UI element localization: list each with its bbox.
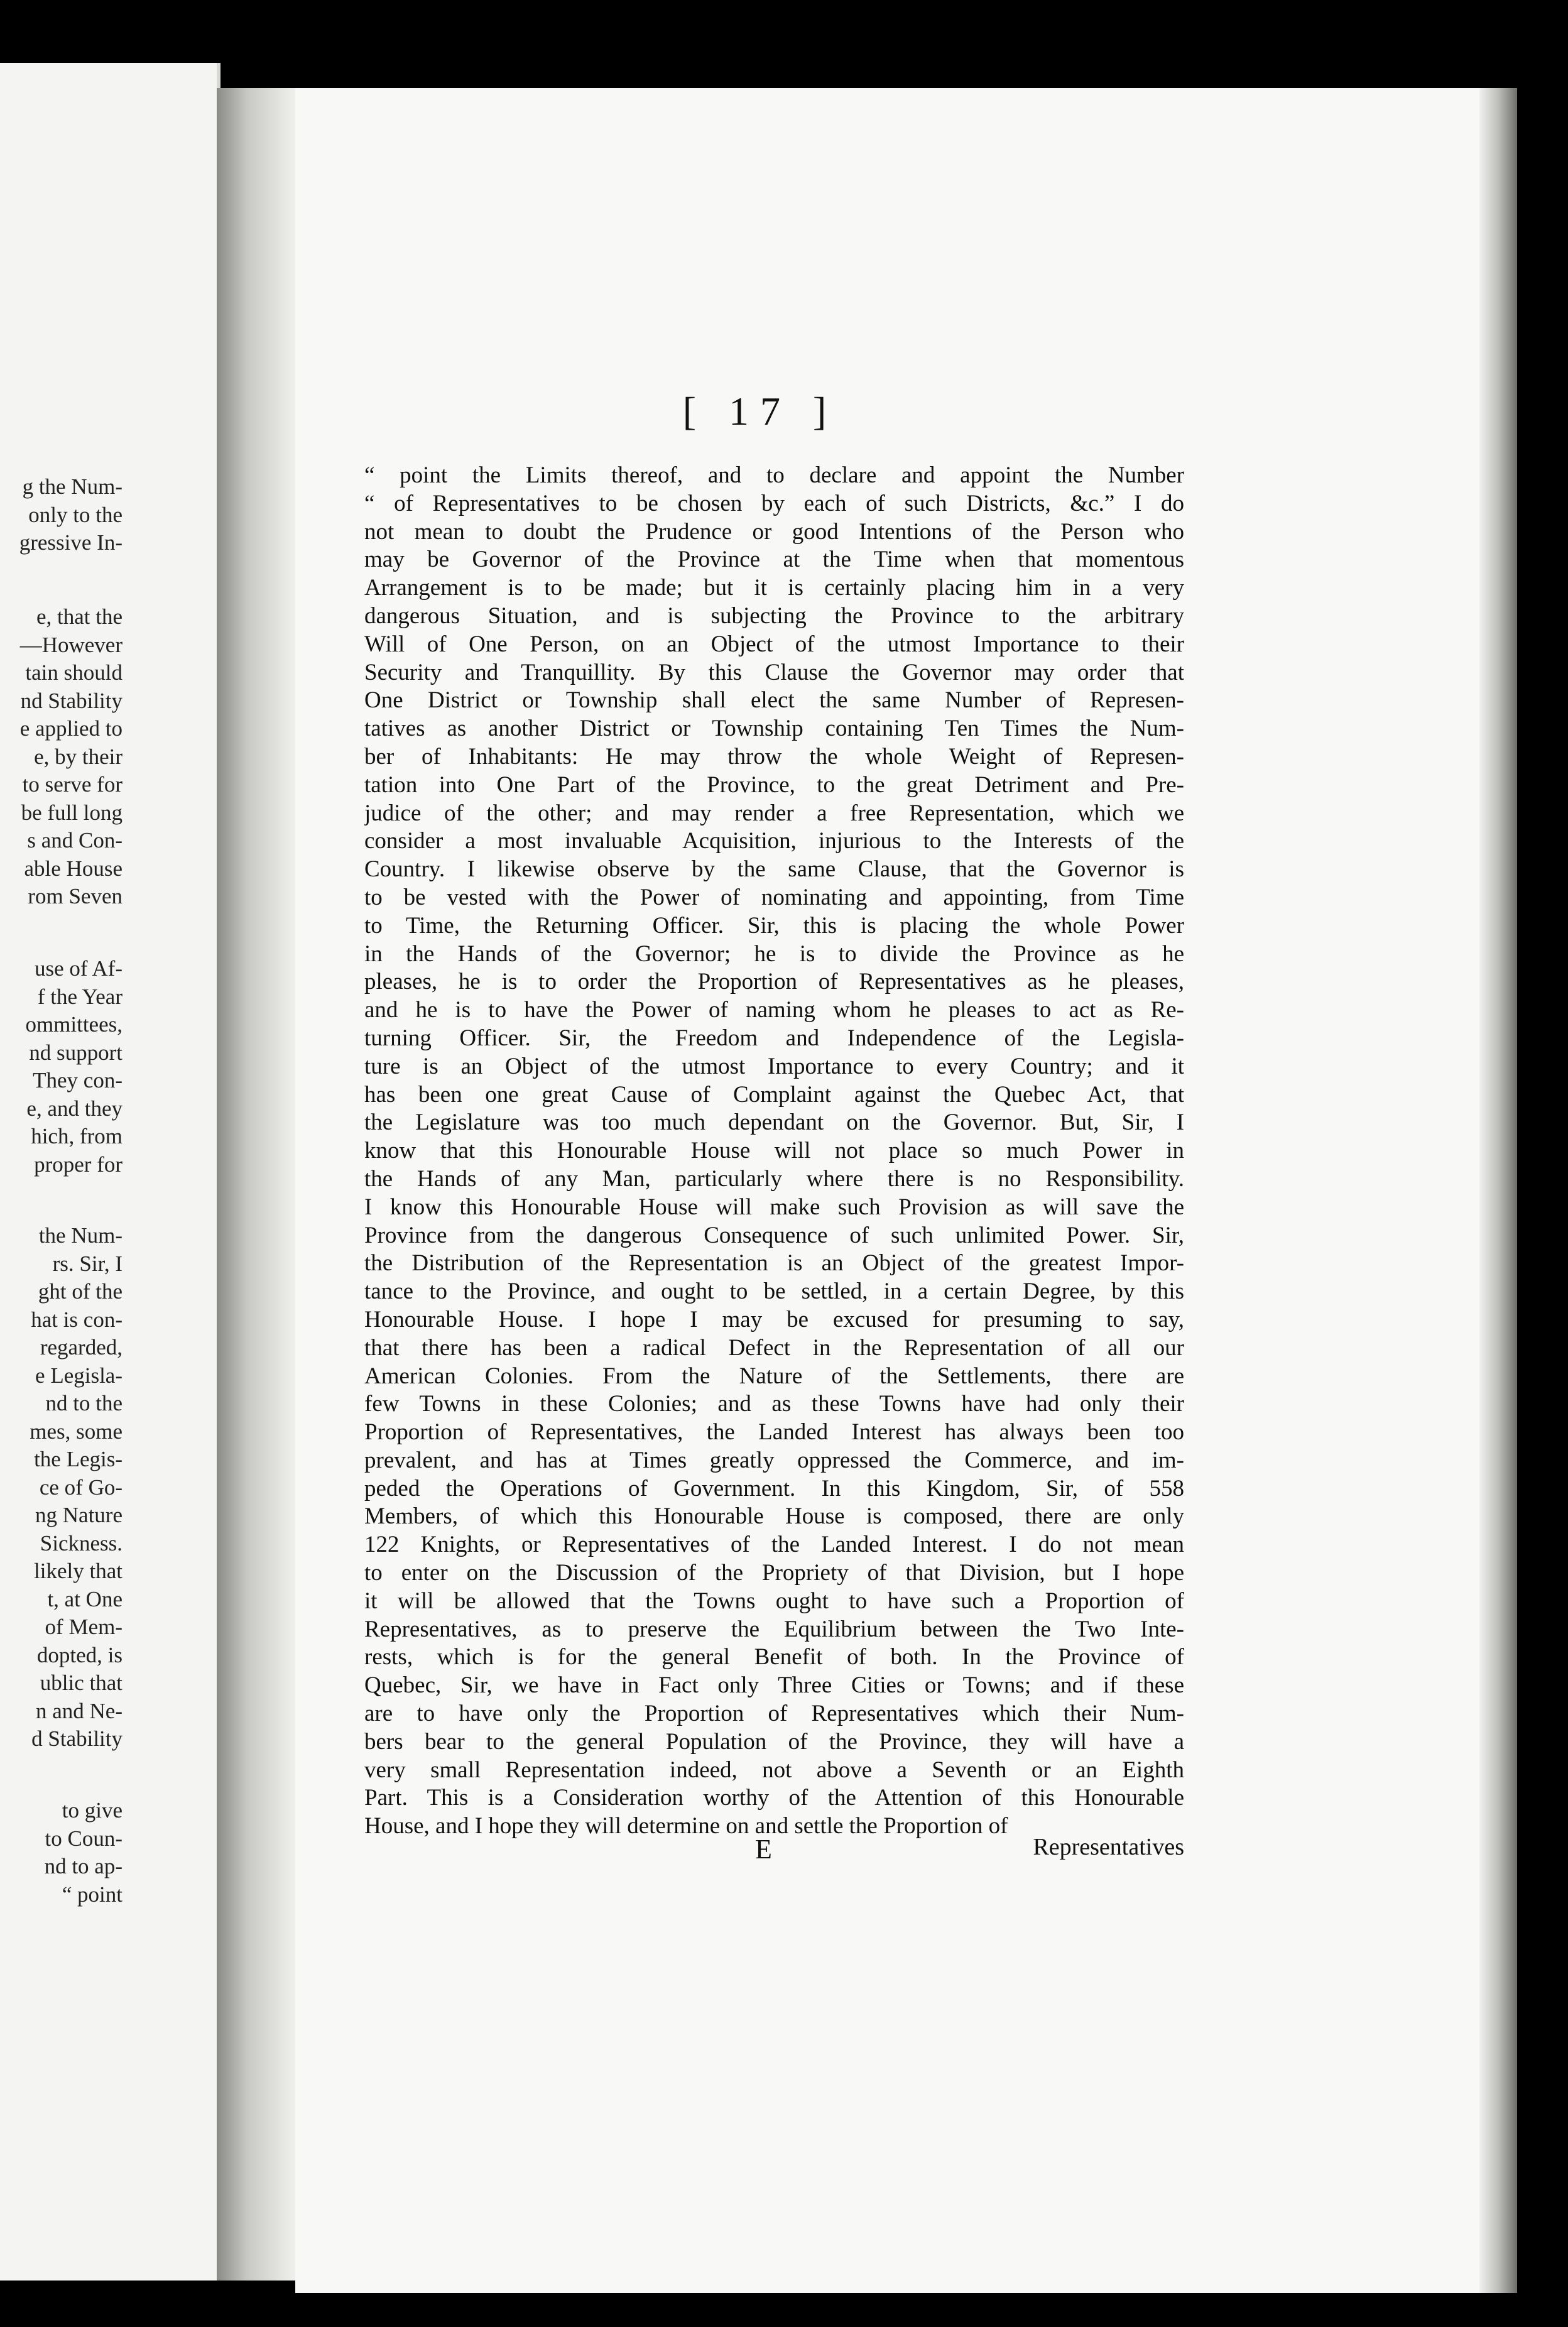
left-page-line: the Legis- <box>34 1447 122 1471</box>
left-page-line: hich, from <box>31 1124 122 1148</box>
body-line: ber of Inhabitants: He may throw the whole Weight of Represen- <box>364 743 1184 770</box>
left-page-line: to Coun- <box>45 1826 122 1851</box>
left-page-line: s and Con- <box>27 828 122 853</box>
left-page-line: ce of Go- <box>39 1474 122 1500</box>
body-line: Proportion of Representatives, the Landed Interest has always been too <box>364 1419 1184 1446</box>
body-line: the Distribution of the Representation is an Object of the greatest Impor- <box>364 1250 1184 1277</box>
body-line: Will of One Person, on an Object of the utmost Importance to their <box>364 631 1184 657</box>
body-line: to be vested with the Power of nominating and appointing, from Time <box>364 884 1184 910</box>
left-page-line: ght of the <box>38 1279 122 1304</box>
body-line: few Towns in these Colonies; and as these Towns have had only their <box>364 1391 1184 1417</box>
left-page-line: d Stability <box>31 1726 122 1751</box>
left-page-line: f the Year <box>37 984 122 1009</box>
left-page-line: mes, some <box>30 1419 122 1444</box>
body-line: the Hands of any Man, particularly where there is no Responsibility. <box>364 1165 1184 1192</box>
body-line: Quebec, Sir, we have in Fact only Three Cities or Towns; and if these <box>364 1672 1184 1699</box>
signature-mark: E <box>755 1834 772 1865</box>
body-line: very small Representation indeed, not above a Seventh or an Eighth <box>364 1757 1184 1783</box>
left-page-line: e applied to <box>19 716 122 741</box>
left-page-line: regarded, <box>40 1335 122 1360</box>
left-page-line: nd to the <box>45 1391 122 1415</box>
left-page-line: e, by their <box>34 744 122 769</box>
left-page-line: e Legisla- <box>35 1363 122 1388</box>
body-line: tation into One Part of the Province, to the great Detriment and Pre- <box>364 771 1184 798</box>
left-page-line: ommittees, <box>25 1012 122 1037</box>
body-line: rests, which is for the general Benefit of both. In the Province of <box>364 1644 1184 1670</box>
left-page-line: to give <box>62 1798 122 1823</box>
left-page-line: only to the <box>28 502 122 527</box>
left-group-2 <box>0 603 122 911</box>
body-line: consider a most invaluable Acquisition, injurious to the Interests of the <box>364 828 1184 854</box>
body-line: the Legislature was too much dependant on the Governor. But, Sir, I <box>364 1109 1184 1136</box>
left-page-line: likely that <box>34 1559 122 1583</box>
body-line: Part. This is a Consideration worthy of the Attention of this Honourable <box>364 1785 1184 1811</box>
left-page-line: tain should <box>25 660 122 685</box>
body-line: I know this Honourable House will make such Provision as will save the <box>364 1194 1184 1220</box>
body-line: know that this Honourable House will not place so much Power in <box>364 1138 1184 1164</box>
left-page-line: ng Nature <box>35 1503 122 1527</box>
left-page-line: “ point <box>62 1882 122 1907</box>
body-line: American Colonies. From the Nature of the Settlements, there are <box>364 1363 1184 1389</box>
left-page-line: hat is con- <box>31 1307 122 1332</box>
left-page-line: ublic that <box>40 1670 122 1695</box>
left-page-line: to serve for <box>22 772 122 797</box>
body-line: House, and I hope they will determine on and settle the Proportion of <box>364 1813 1008 1839</box>
left-page-line: nd to ap- <box>44 1854 122 1878</box>
page-footer <box>364 1833 1184 1865</box>
left-page-line: —However <box>19 632 122 657</box>
left-page-line: n and Ne- <box>35 1698 122 1723</box>
page-edge <box>1479 88 1517 2293</box>
body-line: Arrangement is to be made; but it is certainly placing him in a very <box>364 575 1184 601</box>
body-line: to enter on the Discussion of the Propriety of that Division, but I hope <box>364 1560 1184 1586</box>
left-page-line: able House <box>24 856 122 881</box>
left-group-1 <box>0 473 122 557</box>
left-group-3 <box>0 955 122 1179</box>
left-page-line: the Num- <box>38 1223 122 1248</box>
body-line: judice of the other; and may render a free Representation, which we <box>364 800 1184 826</box>
left-page-fragment <box>0 63 220 2281</box>
body-line: “ of Representatives to be chosen by each of such Districts, &c.” I do <box>364 490 1184 516</box>
body-line: Security and Tranquillity. By this Clause the Governor may order that <box>364 659 1184 685</box>
page-gutter <box>217 88 305 2281</box>
left-page-line: g the Num- <box>22 474 122 499</box>
left-page-line: e, that the <box>36 604 122 629</box>
body-line: One District or Township shall elect the same Number of Represen- <box>364 687 1184 714</box>
left-page-line: t, at One <box>47 1586 122 1611</box>
catchword: Representatives <box>1033 1834 1184 1860</box>
left-group-4 <box>0 1222 122 1753</box>
left-group-5 <box>0 1797 122 1909</box>
body-line: “ point the Limits thereof, and to declare and appoint the Number <box>364 462 1184 488</box>
body-text <box>364 462 1184 1841</box>
left-page-line: rom Seven <box>28 884 122 908</box>
left-page-line: nd Stability <box>20 688 122 713</box>
body-line: are to have only the Proportion of Representatives which their Num- <box>364 1701 1184 1727</box>
left-page-line: dopted, is <box>36 1642 122 1667</box>
body-line: Honourable House. I hope I may be excused for presuming to say, <box>364 1306 1184 1332</box>
body-line: and he is to have the Power of naming whom he pleases to act as Re- <box>364 997 1184 1023</box>
left-page-line: nd support <box>29 1040 122 1065</box>
body-line: tatives as another District or Township containing Ten Times the Num- <box>364 716 1184 742</box>
body-line: prevalent, and has at Times greatly oppressed the Commerce, and im- <box>364 1447 1184 1473</box>
body-line: Members, of which this Honourable House is composed, there are only <box>364 1503 1184 1530</box>
left-page-line: e, and they <box>26 1096 122 1121</box>
body-line: Country. I likewise observe by the same Clause, that the Governor is <box>364 856 1184 883</box>
left-page-line: Sickness. <box>40 1530 122 1556</box>
page-number: [ 17 ] <box>682 389 838 433</box>
left-page-line: rs. Sir, I <box>52 1251 122 1276</box>
body-line: Representatives, as to preserve the Equilibrium between the Two Inte- <box>364 1616 1184 1642</box>
body-line: dangerous Situation, and is subjecting the Province to the arbitrary <box>364 602 1184 629</box>
left-page-line: use of Af- <box>35 956 122 981</box>
body-line: that there has been a radical Defect in the Representation of all our <box>364 1334 1184 1361</box>
left-page-line: gressive In- <box>19 530 122 555</box>
body-line: it will be allowed that the Towns ought to have such a Proportion of <box>364 1588 1184 1614</box>
body-line: pleases, he is to order the Proportion of Representatives as he pleases, <box>364 969 1184 995</box>
body-line: may be Governor of the Province at the Time when that momentous <box>364 547 1184 573</box>
body-line: bers bear to the general Population of the Province, they will have a <box>364 1728 1184 1755</box>
body-line: 122 Knights, or Representatives of the Landed Interest. I do not mean <box>364 1532 1184 1558</box>
body-line: turning Officer. Sir, the Freedom and Independence of the Legisla- <box>364 1025 1184 1051</box>
left-page-line: They con- <box>33 1068 122 1093</box>
body-line: Province from the dangerous Consequence of such unlimited Power. Sir, <box>364 1222 1184 1248</box>
left-page-line: be full long <box>21 800 122 825</box>
body-line: to Time, the Returning Officer. Sir, this is placing the whole Power <box>364 912 1184 939</box>
left-page-line: proper for <box>34 1152 122 1177</box>
body-line: not mean to doubt the Prudence or good Intentions of the Person who <box>364 518 1184 545</box>
body-line: has been one great Cause of Complaint against the Quebec Act, that <box>364 1081 1184 1108</box>
body-line: peded the Operations of Government. In this Kingdom, Sir, of 558 <box>364 1475 1184 1501</box>
body-line: tance to the Province, and ought to be settled, in a certain Degree, by this <box>364 1278 1184 1305</box>
body-line: in the Hands of the Governor; he is to divide the Province as he <box>364 940 1184 967</box>
left-page-line: of Mem- <box>45 1615 122 1639</box>
body-line: ture is an Object of the utmost Importance to every Country; and it <box>364 1053 1184 1079</box>
